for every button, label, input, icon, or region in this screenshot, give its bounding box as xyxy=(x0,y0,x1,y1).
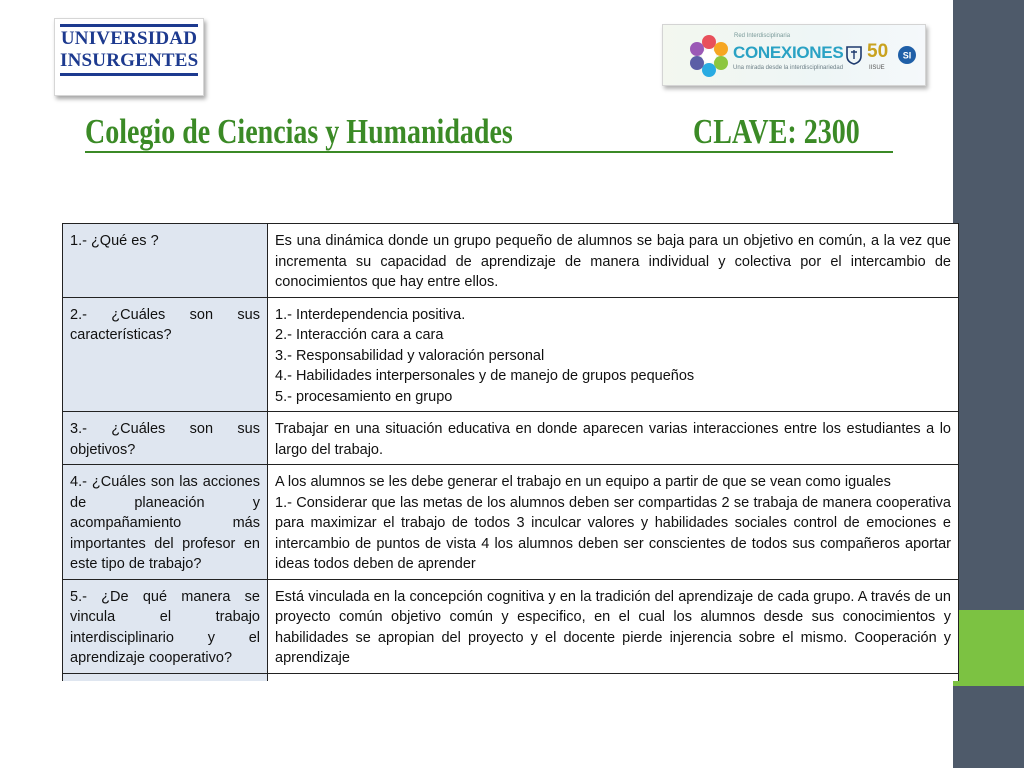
title-college: Colegio de Ciencias y Humanidades xyxy=(85,112,513,151)
answer-paragraph: 1.- Considerar que las metas de los alumnos deben ser compartidas 2 se trabaja de manera cooperativa para maximizar el trabajo de todos 3 inculcar valores y habilidades sociales control de emociones e intercambio de puntos de vista 4 los alumnos deben ser conscientes de todos sus compañeros aportar ideas todos deben de aprender xyxy=(275,494,951,572)
answer-cell: Es una dinámica donde un grupo pequeño de alumnos se baja para un objetivo en común, a la vez que incrementa su capacidad de aprendizaje de manera individual y colectiva por el intercambio de conocimientos que hay entre ellos. xyxy=(268,224,959,298)
logo-bottom-rule xyxy=(60,73,198,76)
logo-line-2: INSURGENTES xyxy=(60,50,199,71)
logo-top-rule xyxy=(60,24,198,27)
characteristic-item: 4.- Habilidades interpersonales y de manejo de grupos pequeños xyxy=(275,368,695,384)
si-badge-icon xyxy=(897,43,917,67)
answer-cell: Está vinculada en la concepción cognitiva y en la tradición del aprendizaje de cada grupo. A través de un proyecto común objetivo común y especifico, en el cual los alumnos desde sus conocimientos y habilidades se apropian del proyecto y el docente pierde injerencia sobre el mismo. Cooperación y aprendizaje xyxy=(268,579,959,673)
anniversary-number: 50 xyxy=(867,41,889,62)
universidad-insurgentes-logo xyxy=(54,18,204,96)
table-row xyxy=(63,297,959,412)
si-badge-text: SI xyxy=(902,50,912,61)
table-row xyxy=(63,412,959,465)
characteristic-item: 5.- procesamiento en grupo xyxy=(275,388,453,405)
conexiones-small-text: Red Interdisciplinaria xyxy=(734,33,791,39)
title-underline xyxy=(85,151,893,153)
characteristic-item: 2.- Interacción cara a cara xyxy=(275,327,444,343)
green-accent-block xyxy=(953,610,1024,686)
empty-cell xyxy=(268,673,959,681)
question-cell: 3.- ¿Cuáles son sus objetivos? xyxy=(63,412,268,465)
unam-seal-icon xyxy=(845,45,863,65)
question-cell: 2.- ¿Cuáles son sus características? xyxy=(63,297,268,412)
empty-cell xyxy=(63,673,268,681)
conexiones-mark-icon xyxy=(685,32,733,80)
table-row xyxy=(63,224,959,298)
question-cell: 4.- ¿Cuáles son las acciones de planeación y acompañamiento más importantes del profesor en este tipo de trabajo? xyxy=(63,465,268,580)
answer-cell: Trabajar en una situación educativa en donde aparecen varias interacciones entre los estudiantes a lo largo del trabajo. xyxy=(268,412,959,465)
conexiones-tagline: Una mirada desde la interdisciplinariedad xyxy=(733,65,844,71)
questions-table xyxy=(62,223,959,681)
table-row xyxy=(63,465,959,580)
table-row-continuation xyxy=(63,673,959,681)
logo-line-1: UNIVERSIDAD xyxy=(60,28,198,49)
slide-title xyxy=(85,106,895,158)
answer-paragraph: A los alumnos se les debe generar el trabajo en un equipo a partir de que se vean como iguales xyxy=(275,474,891,490)
answer-cell xyxy=(268,465,959,580)
characteristic-item: 1.- Interdependencia positiva. xyxy=(275,306,466,323)
question-cell: 5.- ¿De qué manera se vincula el trabajo interdisciplinario y el aprendizaje cooperativo? xyxy=(63,579,268,673)
table-row xyxy=(63,579,959,673)
question-cell: 1.- ¿Qué es ? xyxy=(63,224,268,298)
characteristic-item: 3.- Responsabilidad y valoración personal xyxy=(275,347,545,364)
conexiones-wordmark: CONEXIONES xyxy=(733,43,844,62)
title-clave: CLAVE: 2300 xyxy=(693,112,860,151)
anniversary-sub: IISUE xyxy=(869,65,885,71)
answer-cell xyxy=(268,297,959,412)
conexiones-logo xyxy=(662,24,926,86)
